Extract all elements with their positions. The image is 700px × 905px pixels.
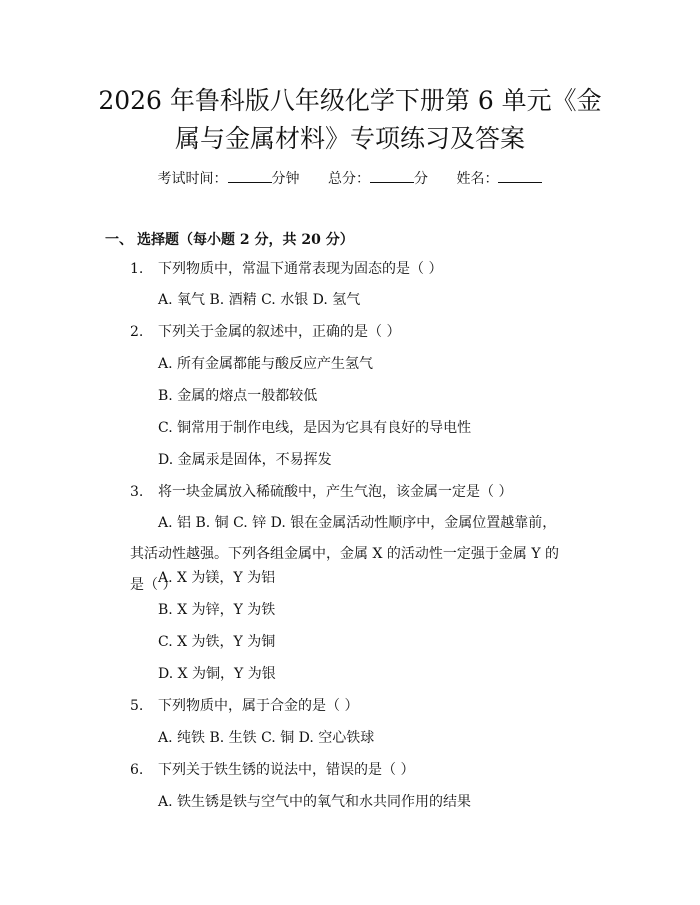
section-title: 选择题（每小题 2 分，共 20 分） xyxy=(137,232,354,248)
section-number: 一、 xyxy=(105,232,133,248)
question-2-option-d: D. 金属汞是固体，不易挥发 xyxy=(158,452,332,468)
question-3 xyxy=(130,481,512,503)
question-6 xyxy=(130,759,414,781)
question-text: 将一块金属放入稀硫酸中，产生气泡，该金属一定是（ ） xyxy=(158,484,513,500)
question-text: 下列物质中，常温下通常表现为固态的是（ ） xyxy=(158,261,443,277)
question-number: 5. xyxy=(130,698,144,714)
question-5 xyxy=(130,695,358,717)
total-score-blank[interactable] xyxy=(370,168,414,183)
question-2-option-b: B. 金属的熔点一般都较低 xyxy=(158,388,318,404)
total-score-label: 总分： xyxy=(328,171,370,187)
question-number: 6. xyxy=(130,762,144,778)
question-text: 下列关于金属的叙述中，正确的是（ ） xyxy=(158,324,401,340)
question-4-option-d: D. X 为铜，Y 为银 xyxy=(158,666,276,682)
question-2 xyxy=(130,321,400,343)
document-title-line-2: 属与金属材料》专项练习及答案 xyxy=(174,124,525,153)
student-name-label: 姓名： xyxy=(456,171,499,187)
student-name-blank[interactable] xyxy=(498,168,542,183)
question-4-option-b: B. X 为锌，Y 为铁 xyxy=(158,602,276,618)
question-1 xyxy=(130,258,442,280)
exam-time-blank[interactable] xyxy=(228,168,272,183)
exam-meta xyxy=(0,168,700,189)
section-heading xyxy=(105,229,354,251)
document-title-line-1: 2026 年鲁科版八年级化学下册第 6 单元《金 xyxy=(98,86,602,115)
question-text: 下列关于铁生锈的说法中，错误的是（ ） xyxy=(158,762,415,778)
question-number: 3. xyxy=(130,484,144,500)
question-2-option-c: C. 铜常用于制作电线，是因为它具有良好的导电性 xyxy=(158,420,472,436)
question-4-option-a: A. X 为镁，Y 为铝 xyxy=(158,570,276,586)
student-name xyxy=(456,168,542,189)
exam-time xyxy=(158,168,300,189)
question-6-option-a: A. 铁生锈是铁与空气中的氧气和水共同作用的结果 xyxy=(158,794,472,810)
question-number: 1. xyxy=(130,261,144,277)
total-score-unit: 分 xyxy=(414,171,428,187)
question-1-options: A. 氧气 B. 酒精 C. 水银 D. 氢气 xyxy=(158,292,361,308)
question-2-option-a: A. 所有金属都能与酸反应产生氢气 xyxy=(158,356,374,372)
total-score xyxy=(328,168,428,189)
question-text: 下列物质中，属于合金的是（ ） xyxy=(158,698,359,714)
question-3-options-paragraph: A. 铝 B. 铜 C. 锌 D. 银在金属活动性顺序中，金属位置越靠前，其活动性越强。下列各组金属中，金属 X 的活动性一定强于金属 Y 的是（ ） xyxy=(130,515,560,593)
question-number: 2. xyxy=(130,324,144,340)
question-5-options: A. 纯铁 B. 生铁 C. 铜 D. 空心铁球 xyxy=(158,730,375,746)
exam-time-label: 考试时间： xyxy=(157,171,228,187)
exam-time-unit: 分钟 xyxy=(271,171,300,187)
question-4-option-c: C. X 为铁，Y 为铜 xyxy=(158,634,276,650)
